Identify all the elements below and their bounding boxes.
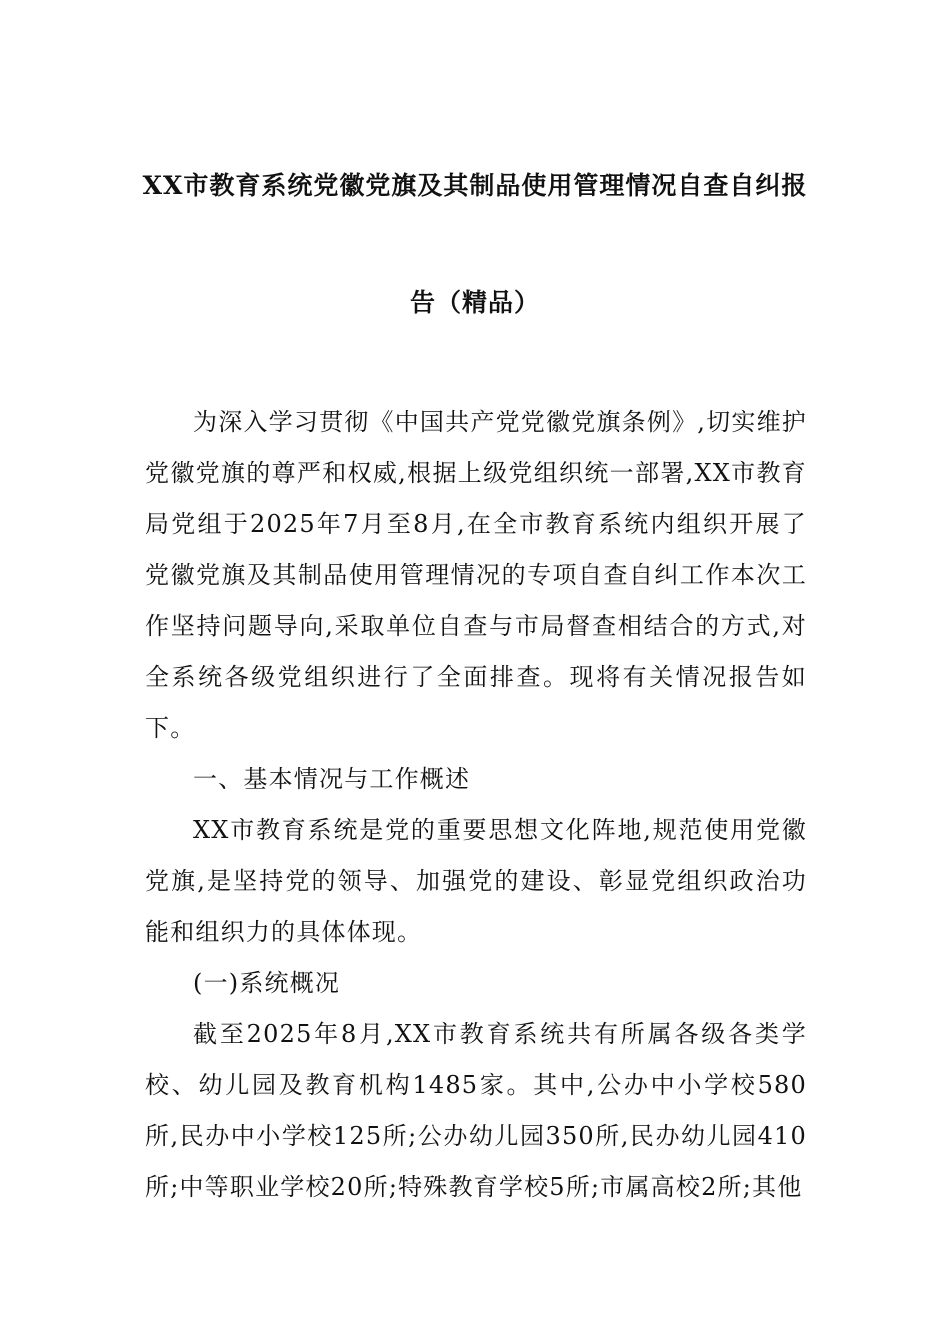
document-body	[145, 397, 807, 1213]
system-overview-paragraph: 截至2025年8月,XX市教育系统共有所属各级各类学校、幼儿园及教育机构1485家。其中,公办中小学校580所,民办中小学校125所;公办幼儿园350所,民办幼儿园410所;中等职业学校20所;特殊教育学校5所;市属高校2所;其他	[145, 1020, 807, 1201]
section-heading-basic-situation: 一、基本情况与工作概述	[193, 765, 471, 793]
basic-situation-paragraph: XX市教育系统是党的重要思想文化阵地,规范使用党徽党旗,是坚持党的领导、加强党的建设、彰显党组织政治功能和组织力的具体体现。	[145, 816, 807, 946]
document-title-line-2: 告（精品）	[409, 288, 540, 317]
intro-paragraph: 为深入学习贯彻《中国共产党党徽党旗条例》,切实维护党徽党旗的尊严和权威,根据上级党组织统一部署,XX市教育局党组于2025年7月至8月,在全市教育系统内组织开展了党徽党旗及其制品使用管理情况的专项自查自纠工作本次工作坚持问题导向,采取单位自查与市局督查相结合的方式,对全系统各级党组织进行了全面排查。现将有关情况报告如下。	[145, 408, 807, 742]
subsection-heading-system-overview: (一)系统概况	[193, 969, 341, 997]
document-title-line-1: XX市教育系统党徽党旗及其制品使用管理情况自查自纠报	[142, 171, 808, 200]
